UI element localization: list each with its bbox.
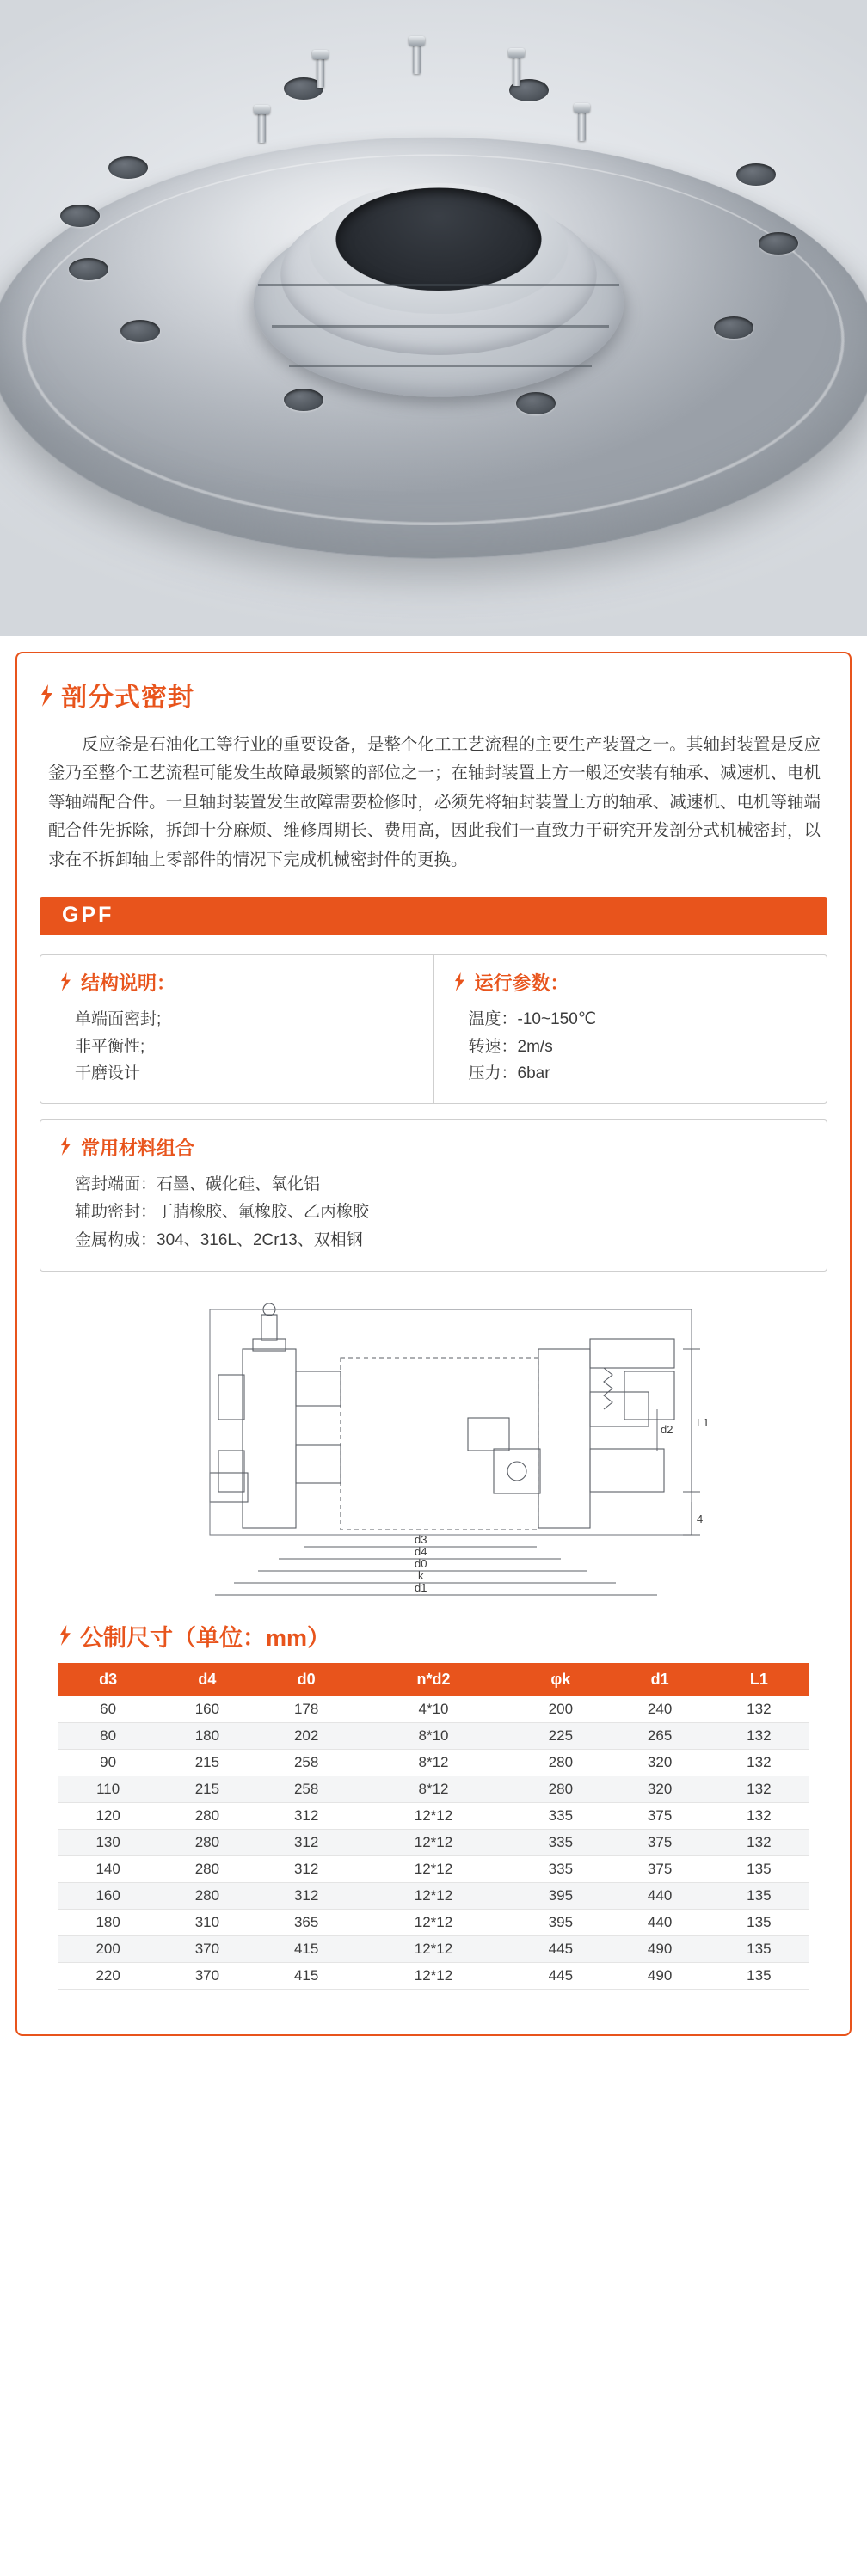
cell: 490 bbox=[610, 1935, 709, 1962]
cell: 445 bbox=[511, 1935, 610, 1962]
svg-text:d3: d3 bbox=[415, 1532, 427, 1546]
cell: 135 bbox=[710, 1855, 809, 1882]
bolt-hole bbox=[516, 392, 556, 414]
cell: 312 bbox=[257, 1829, 356, 1855]
column-header: φk bbox=[511, 1663, 610, 1696]
material-key: 密封端面： bbox=[75, 1175, 157, 1193]
material-row bbox=[59, 1227, 809, 1255]
params-heading bbox=[453, 969, 810, 996]
svg-text:k: k bbox=[418, 1568, 424, 1582]
product-photo bbox=[0, 0, 867, 636]
cell: 135 bbox=[710, 1882, 809, 1909]
cell: 132 bbox=[710, 1776, 809, 1802]
svg-text:L1: L1 bbox=[697, 1415, 710, 1429]
cell: 12*12 bbox=[356, 1855, 511, 1882]
material-key: 金属构成： bbox=[75, 1231, 157, 1250]
table-row bbox=[58, 1935, 809, 1962]
model-badge: GPF bbox=[40, 897, 827, 935]
cell: 440 bbox=[610, 1882, 709, 1909]
cell: 280 bbox=[511, 1749, 610, 1776]
cell: 178 bbox=[257, 1696, 356, 1723]
cell: 365 bbox=[257, 1909, 356, 1935]
svg-text:4: 4 bbox=[697, 1512, 704, 1525]
cell: 395 bbox=[511, 1882, 610, 1909]
split-line bbox=[272, 325, 609, 328]
svg-text:d2: d2 bbox=[661, 1422, 673, 1436]
structure-list bbox=[59, 1006, 416, 1088]
cell: 12*12 bbox=[356, 1962, 511, 1989]
table-row bbox=[58, 1962, 809, 1989]
svg-text:d4: d4 bbox=[415, 1544, 427, 1558]
cell: 415 bbox=[257, 1935, 356, 1962]
list-item: 非平衡性; bbox=[75, 1037, 145, 1056]
table-row bbox=[58, 1829, 809, 1855]
stud-bolt bbox=[258, 113, 266, 143]
param-key: 转速： bbox=[468, 1037, 518, 1056]
stud-bolt bbox=[513, 57, 520, 86]
technical-drawing bbox=[40, 1289, 827, 1598]
table-row bbox=[58, 1776, 809, 1802]
stud-bolt-head bbox=[508, 48, 525, 58]
material-key: 辅助密封： bbox=[75, 1203, 157, 1222]
flame-icon bbox=[59, 972, 73, 993]
cell: 280 bbox=[157, 1855, 256, 1882]
svg-text:d1: d1 bbox=[415, 1580, 427, 1594]
column-header: d1 bbox=[610, 1663, 709, 1696]
list-item: 单端面密封; bbox=[75, 1010, 162, 1029]
cell: 335 bbox=[511, 1829, 610, 1855]
bolt-hole bbox=[759, 232, 798, 255]
cell: 160 bbox=[157, 1696, 256, 1723]
cell: 310 bbox=[157, 1909, 256, 1935]
cell: 12*12 bbox=[356, 1935, 511, 1962]
cell: 280 bbox=[157, 1802, 256, 1829]
cell: 312 bbox=[257, 1882, 356, 1909]
stud-bolt-head bbox=[409, 36, 425, 46]
cell: 130 bbox=[58, 1829, 157, 1855]
cell: 200 bbox=[511, 1696, 610, 1723]
flame-icon bbox=[40, 684, 53, 705]
column-header: d4 bbox=[157, 1663, 256, 1696]
cell: 215 bbox=[157, 1776, 256, 1802]
column-header: n*d2 bbox=[356, 1663, 511, 1696]
cell: 200 bbox=[58, 1935, 157, 1962]
cell: 135 bbox=[710, 1909, 809, 1935]
stud-bolt bbox=[317, 58, 324, 88]
cell: 160 bbox=[58, 1882, 157, 1909]
spec-columns bbox=[40, 954, 827, 1104]
table-row bbox=[58, 1855, 809, 1882]
table-row bbox=[58, 1802, 809, 1829]
page-title bbox=[40, 676, 827, 714]
materials-heading-text: 常用材料组合 bbox=[81, 1137, 195, 1159]
stud-bolt bbox=[413, 45, 421, 74]
bolt-hole bbox=[69, 258, 108, 280]
cell: 280 bbox=[511, 1776, 610, 1802]
param-row bbox=[469, 1033, 810, 1061]
cell: 132 bbox=[710, 1696, 809, 1723]
list-item: 干磨设计 bbox=[75, 1064, 141, 1083]
cell: 8*10 bbox=[356, 1722, 511, 1749]
cell: 445 bbox=[511, 1962, 610, 1989]
cell: 135 bbox=[710, 1962, 809, 1989]
bolt-hole bbox=[60, 205, 100, 227]
flame-icon bbox=[453, 972, 467, 993]
bolt-hole bbox=[736, 163, 776, 186]
params-heading-text: 运行参数： bbox=[474, 972, 569, 995]
cell: 240 bbox=[610, 1696, 709, 1723]
cell: 180 bbox=[157, 1722, 256, 1749]
material-value: 丁腈橡胶、氟橡胶、乙丙橡胶 bbox=[157, 1203, 370, 1222]
bolt-hole bbox=[714, 316, 753, 339]
cell: 265 bbox=[610, 1722, 709, 1749]
dimensions-heading bbox=[58, 1619, 827, 1653]
cell: 90 bbox=[58, 1749, 157, 1776]
cell: 312 bbox=[257, 1802, 356, 1829]
cell: 12*12 bbox=[356, 1882, 511, 1909]
cell: 4*10 bbox=[356, 1696, 511, 1723]
dimensions-table bbox=[58, 1663, 809, 1990]
cell: 8*12 bbox=[356, 1749, 511, 1776]
param-key: 压力： bbox=[468, 1064, 518, 1083]
stud-bolt bbox=[578, 112, 586, 141]
cell: 60 bbox=[58, 1696, 157, 1723]
stud-bolt-head bbox=[254, 105, 270, 114]
intro-paragraph: 反应釜是石油化工等行业的重要设备，是整个化工工艺流程的主要生产装置之一。其轴封装置是反应釜乃至整个工艺流程可能发生故障最频繁的部位之一；在轴封装置上方一般还安装有轴承、减速机、电机等轴端配合件。一旦轴封装置发生故障需要检修时，必须先将轴封装置上方的轴承、减速机、电机等轴端配合件先拆除，拆卸十分麻烦、维修周期长、费用高，因此我们一直致力于研究开发剖分式机械密封，以求在不拆卸轴上零部件的情况下完成机械密封件的更换。 bbox=[48, 734, 821, 869]
cell: 225 bbox=[511, 1722, 610, 1749]
cell: 320 bbox=[610, 1776, 709, 1802]
cell: 120 bbox=[58, 1802, 157, 1829]
param-value: -10~150℃ bbox=[517, 1010, 597, 1029]
cell: 12*12 bbox=[356, 1829, 511, 1855]
structure-heading-text: 结构说明： bbox=[81, 972, 176, 995]
cell: 132 bbox=[710, 1829, 809, 1855]
cell: 370 bbox=[157, 1935, 256, 1962]
cell: 220 bbox=[58, 1962, 157, 1989]
materials-heading bbox=[59, 1134, 809, 1161]
cell: 280 bbox=[157, 1829, 256, 1855]
param-key: 温度： bbox=[468, 1010, 518, 1029]
cell: 8*12 bbox=[356, 1776, 511, 1802]
cell: 110 bbox=[58, 1776, 157, 1802]
flame-icon bbox=[58, 1625, 72, 1646]
cell: 490 bbox=[610, 1962, 709, 1989]
dimensions-table-body bbox=[58, 1696, 809, 1990]
column-header: L1 bbox=[710, 1663, 809, 1696]
cell: 215 bbox=[157, 1749, 256, 1776]
cell: 280 bbox=[157, 1882, 256, 1909]
cell: 415 bbox=[257, 1962, 356, 1989]
stud-bolt-head bbox=[312, 50, 329, 59]
cell: 375 bbox=[610, 1802, 709, 1829]
stud-bolt-head bbox=[574, 103, 590, 113]
table-row bbox=[58, 1722, 809, 1749]
cell: 202 bbox=[257, 1722, 356, 1749]
params-column bbox=[434, 955, 827, 1103]
table-row bbox=[58, 1882, 809, 1909]
cell: 135 bbox=[710, 1935, 809, 1962]
param-row bbox=[469, 1060, 810, 1088]
material-row bbox=[59, 1171, 809, 1199]
param-value: 6bar bbox=[517, 1064, 550, 1083]
cell: 12*12 bbox=[356, 1802, 511, 1829]
bolt-hole bbox=[284, 389, 323, 411]
flame-icon bbox=[59, 1137, 73, 1157]
column-header: d0 bbox=[257, 1663, 356, 1696]
table-header-row bbox=[58, 1663, 809, 1696]
cell: 370 bbox=[157, 1962, 256, 1989]
svg-text:d0: d0 bbox=[415, 1556, 427, 1570]
cell: 375 bbox=[610, 1855, 709, 1882]
bolt-hole bbox=[108, 156, 148, 179]
structure-column bbox=[40, 955, 434, 1103]
cell: 180 bbox=[58, 1909, 157, 1935]
table-row bbox=[58, 1696, 809, 1723]
cell: 80 bbox=[58, 1722, 157, 1749]
split-line bbox=[258, 284, 619, 286]
cell: 335 bbox=[511, 1802, 610, 1829]
table-row bbox=[58, 1909, 809, 1935]
bolt-hole bbox=[120, 320, 160, 342]
cell: 12*12 bbox=[356, 1909, 511, 1935]
dimensions-heading-text: 公制尺寸（单位：mm） bbox=[80, 1624, 331, 1651]
page-title-text: 剖分式密封 bbox=[61, 684, 194, 712]
cell: 440 bbox=[610, 1909, 709, 1935]
material-value: 石墨、碳化硅、氧化铝 bbox=[157, 1175, 321, 1193]
cell: 395 bbox=[511, 1909, 610, 1935]
cell: 132 bbox=[710, 1749, 809, 1776]
param-value: 2m/s bbox=[517, 1037, 553, 1056]
structure-heading bbox=[59, 969, 416, 996]
param-row bbox=[469, 1006, 810, 1033]
cell: 140 bbox=[58, 1855, 157, 1882]
column-header: d3 bbox=[58, 1663, 157, 1696]
cell: 375 bbox=[610, 1829, 709, 1855]
split-line bbox=[289, 365, 592, 367]
cell: 335 bbox=[511, 1855, 610, 1882]
product-info-panel bbox=[15, 652, 852, 2036]
table-row bbox=[58, 1749, 809, 1776]
cell: 132 bbox=[710, 1722, 809, 1749]
cell: 258 bbox=[257, 1776, 356, 1802]
materials-box bbox=[40, 1119, 827, 1272]
cell: 312 bbox=[257, 1855, 356, 1882]
material-value: 304、316L、2Cr13、双相钢 bbox=[157, 1231, 363, 1250]
material-row bbox=[59, 1199, 809, 1227]
cell: 320 bbox=[610, 1749, 709, 1776]
cell: 132 bbox=[710, 1802, 809, 1829]
cell: 258 bbox=[257, 1749, 356, 1776]
